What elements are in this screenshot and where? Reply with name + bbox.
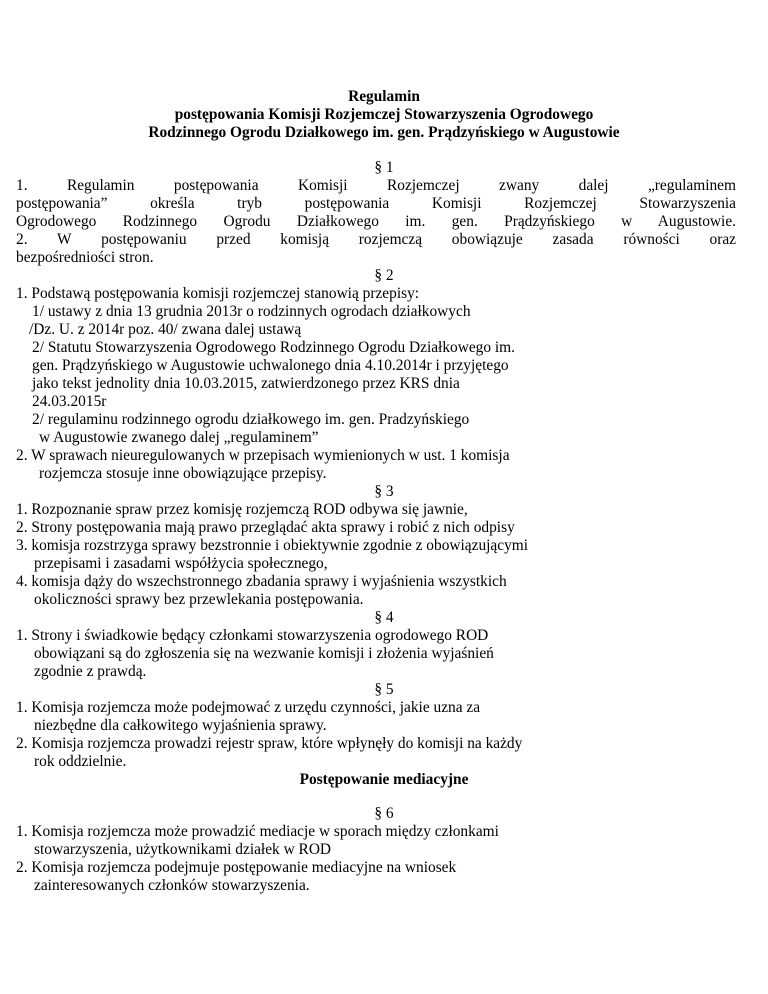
section-2-text-line: 1. Podstawą postępowania komisji rozjemczej stanowią przepisy: xyxy=(16,285,420,302)
section-6-heading: § 6 xyxy=(374,805,394,822)
section-5-heading: § 5 xyxy=(374,681,394,698)
section-5-text-line: 1. Komisja rozjemcza może podejmować z urzędu czynności, jakie uzna za xyxy=(16,699,481,716)
section-1-text-line: 1. Regulamin postępowania Komisji Rozjemczej zwany dalej „regulaminem xyxy=(16,177,736,194)
section-3-text-line: 2. Strony postępowania mają prawo przeglądać akta sprawy i robić z nich odpisy xyxy=(16,519,515,536)
section-6-text-line: stowarzyszenia, użytkownikami działek w ROD xyxy=(34,841,332,858)
section-1-heading: § 1 xyxy=(374,159,394,176)
section-2-text-line: w Augustowie zwanego dalej „regulaminem” xyxy=(39,429,319,446)
section-2-text-line: 2. W sprawach nieuregulowanych w przepisach wymienionych w ust. 1 komisja xyxy=(16,447,510,464)
section-3-text-line: 3. komisja rozstrzyga sprawy bezstronnie i obiektywnie zgodnie z obowiązującymi xyxy=(16,537,529,554)
section-6-text-line: 2. Komisja rozjemcza podejmuje postępowanie mediacyjne na wniosek xyxy=(16,859,457,876)
section-4-heading: § 4 xyxy=(374,609,394,626)
section-3-text-line: 4. komisja dąży do wszechstronnego zbadania sprawy i wyjaśnienia wszystkich xyxy=(16,573,507,590)
section-2-text-line: gen. Prądzyńskiego w Augustowie uchwalonego dnia 4.10.2014r i przyjętego xyxy=(32,357,509,374)
section-1-text-line: Ogrodowego Rodzinnego Ogrodu Działkowego im. gen. Prądzyńskiego w Augustowie. xyxy=(16,213,736,230)
section-4-text-line: obowiązani są do zgłoszenia się na wezwanie komisji i złożenia wyjaśnień xyxy=(34,645,494,662)
section-1-text-line: bezpośredniości stron. xyxy=(16,249,154,266)
section-1-text-line: postępowania” określa tryb postępowania Komisji Rozjemczej Stowarzyszenia xyxy=(16,195,736,212)
section-3-text-line: przepisami i zasadami współżycia społecznego, xyxy=(34,555,328,572)
section-4-text-line: zgodnie z prawdą. xyxy=(34,663,147,680)
section-2-text-line: 2/ Statutu Stowarzyszenia Ogrodowego Rodzinnego Ogrodu Działkowego im. xyxy=(32,339,516,356)
section-5-text-line: niezbędne dla całkowitego wyjaśnienia sprawy. xyxy=(34,717,327,734)
section-2-text-line: rozjemcza stosuje inne obowiązujące przepisy. xyxy=(39,465,327,482)
document-subtitle-line-1: postępowania Komisji Rozjemczej Stowarzyszenia Ogrodowego xyxy=(174,106,594,123)
section-1-text-line: 2. W postępowaniu przed komisją rozjemczą obowiązuje zasada równości oraz xyxy=(16,231,736,248)
section-4-text-line: 1. Strony i świadkowie będący członkami stowarzyszenia ogrodowego ROD xyxy=(16,627,489,644)
section-2-text-line: 24.03.2015r xyxy=(32,393,107,410)
section-5-text-line: 2. Komisja rozjemcza prowadzi rejestr spraw, które wpłynęły do komisji na każdy xyxy=(16,735,523,752)
section-5-text-line: rok oddzielnie. xyxy=(34,753,127,770)
document-title: Regulamin xyxy=(348,88,420,105)
section-6-text-line: zainteresowanych członków stowarzyszenia. xyxy=(34,877,310,894)
section-6-text-line: 1. Komisja rozjemcza może prowadzić mediacje w sporach między członkami xyxy=(16,823,499,840)
section-2-heading: § 2 xyxy=(374,267,394,284)
section-3-text-line: 1. Rozpoznanie spraw przez komisję rozjemczą ROD odbywa się jawnie, xyxy=(16,501,468,518)
section-2-text-line: 1/ ustawy z dnia 13 grudnia 2013r o rodzinnych ogrodach działkowych xyxy=(32,303,471,320)
section-3-heading: § 3 xyxy=(374,483,394,500)
mediation-heading: Postępowanie mediacyjne xyxy=(299,771,469,788)
section-2-text-line: /Dz. U. z 2014r poz. 40/ zwana dalej ustawą xyxy=(29,321,302,338)
document-subtitle-line-2: Rodzinnego Ogrodu Działkowego im. gen. Prądzyńskiego w Augustowie xyxy=(148,124,620,141)
section-2-text-line: 2/ regulaminu rodzinnego ogrodu działkowego im. gen. Pradzyńskiego xyxy=(32,411,470,428)
section-3-text-line: okoliczności sprawy bez przewlekania postępowania. xyxy=(34,591,364,608)
section-2-text-line: jako tekst jednolity dnia 10.03.2015, zatwierdzonego przez KRS dnia xyxy=(32,375,460,392)
